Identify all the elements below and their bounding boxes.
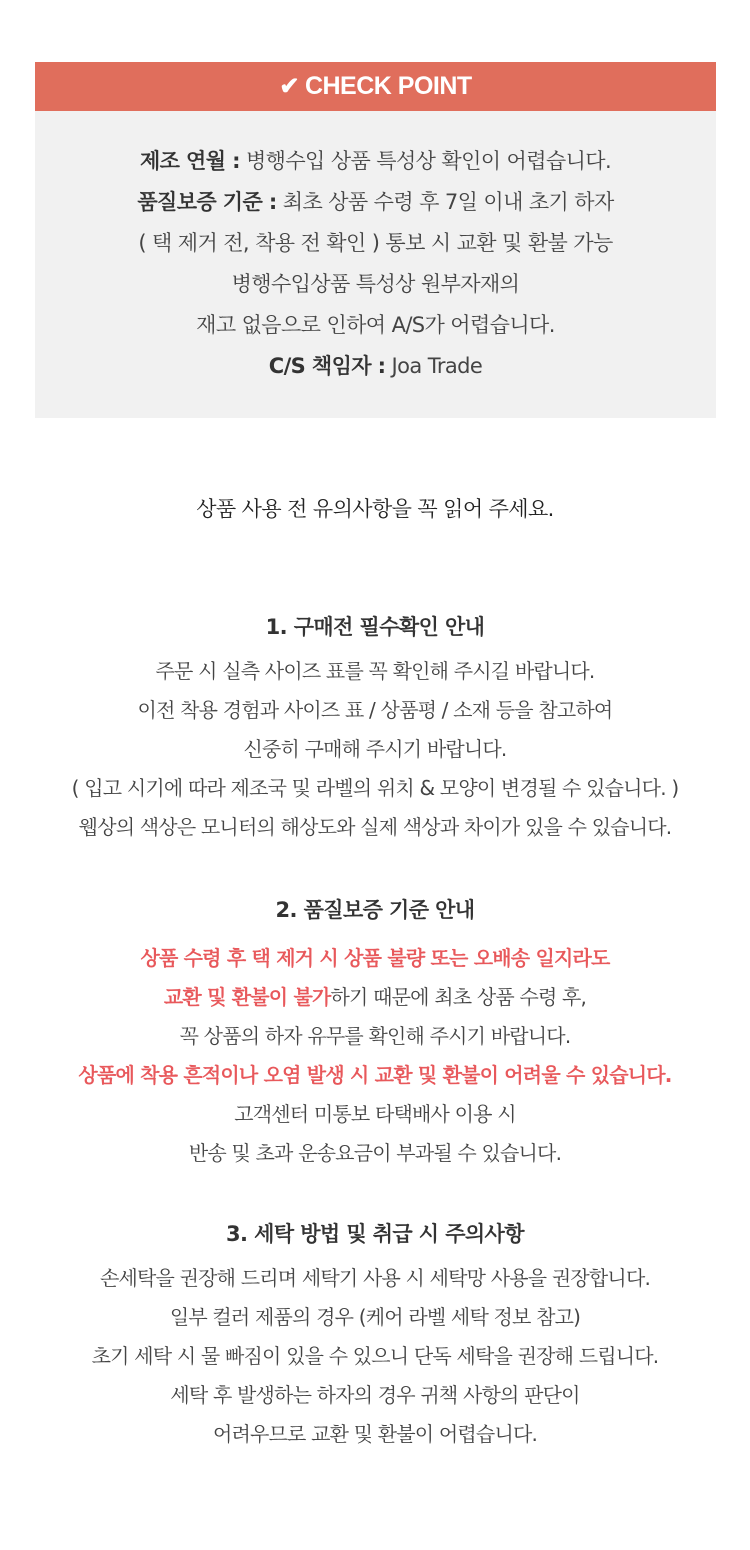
line-text: 웹상의 색상은 모니터의 해상도와 실제 색상과 차이가 있을 수 있습니다. [78,815,672,839]
line-text: 세탁 후 발생하는 하자의 경우 귀책 사항의 판단이 [170,1383,580,1407]
check-point-header [35,62,716,111]
line-text: 손세탁을 권장해 드리며 세탁기 사용 시 세탁망 사용을 권장합니다. [99,1266,651,1290]
line-text: 고객센터 미통보 타택배사 이용 시 [234,1102,516,1126]
check-line-text: 최초 상품 수령 후 7일 이내 초기 하자 [276,190,614,214]
check-line-label: 제조 연월 : [139,149,240,173]
section-line [0,769,750,808]
section-quality-standard [0,891,750,1173]
section-line [0,939,750,978]
line-text: 꼭 상품의 하자 유무를 확인해 주시기 바랍니다. [179,1024,571,1048]
check-line-cs-manager [35,346,716,387]
check-point-title: CHECK POINT [304,72,472,100]
section-title: 1. 구매전 필수확인 안내 [265,615,485,639]
line-text: 신중히 구매해 주시기 바랍니다. [243,737,507,761]
checkmark-icon: ✔ [279,73,299,100]
section-line [0,691,750,730]
check-line-text: Joa Trade [385,354,483,378]
section-title: 3. 세탁 방법 및 취급 시 주의사항 [226,1222,524,1246]
check-line-materials [35,264,716,305]
line-text: 반송 및 초과 운송요금이 부과될 수 있습니다. [188,1141,562,1165]
warning-text: 상품에 착용 흔적이나 오염 발생 시 교환 및 환불이 어려울 수 있습니다. [78,1063,672,1087]
check-line-manufacture-date [35,141,716,182]
check-line-quality-standard [35,182,716,223]
line-text: 초기 세탁 시 물 빠짐이 있을 수 있으니 단독 세탁을 권장해 드립니다. [91,1344,659,1368]
section-line [0,1337,750,1376]
section-line [0,1376,750,1415]
line-text: 주문 시 실측 사이즈 표를 꼭 확인해 주시길 바랍니다. [155,659,595,683]
section-washing-care [0,1215,750,1454]
section-line [0,730,750,769]
usage-notice: 상품 사용 전 유의사항을 꼭 읽어 주세요. [196,497,554,521]
section-purchase-check [0,608,750,847]
check-line-label: 품질보증 기준 : [137,190,277,214]
warning-text: 상품 수령 후 택 제거 시 상품 불량 또는 오배송 일지라도 [140,946,610,970]
section-line [0,1095,750,1134]
check-line-text: ( 택 제거 전, 착용 전 확인 ) 통보 시 교환 및 환불 가능 [138,231,613,255]
section-line [0,808,750,847]
check-point-panel [35,111,716,418]
check-line-as-notice [35,305,716,346]
line-text: ( 입고 시기에 따라 제조국 및 라벨의 위치 & 모양이 변경될 수 있습니다. ) [71,776,679,800]
section-line [0,1017,750,1056]
section-line [0,1056,750,1095]
check-line-exchange-condition [35,223,716,264]
section-line [0,1298,750,1337]
line-text: 어려우므로 교환 및 환불이 어렵습니다. [212,1422,538,1446]
section-line [0,978,750,1017]
check-line-label: C/S 책임자 : [268,354,386,378]
warning-text: 교환 및 환불이 불가 [163,985,331,1009]
check-line-text: 병행수입상품 특성상 원부자재의 [231,272,520,296]
section-line [0,1134,750,1173]
section-line [0,652,750,691]
section-title: 2. 품질보증 기준 안내 [275,898,475,922]
line-text: 이전 착용 경험과 사이즈 표 / 상품평 / 소재 등을 참고하여 [137,698,613,722]
line-text: 일부 컬러 제품의 경우 (케어 라벨 세탁 정보 참고) [169,1305,581,1329]
check-line-text: 재고 없음으로 인하여 A/S가 어렵습니다. [196,313,555,337]
line-text: 하기 때문에 최초 상품 수령 후, [330,985,587,1009]
section-line [0,1415,750,1454]
section-line [0,1259,750,1298]
check-line-text: 병행수입 상품 특성상 확인이 어렵습니다. [239,149,612,173]
